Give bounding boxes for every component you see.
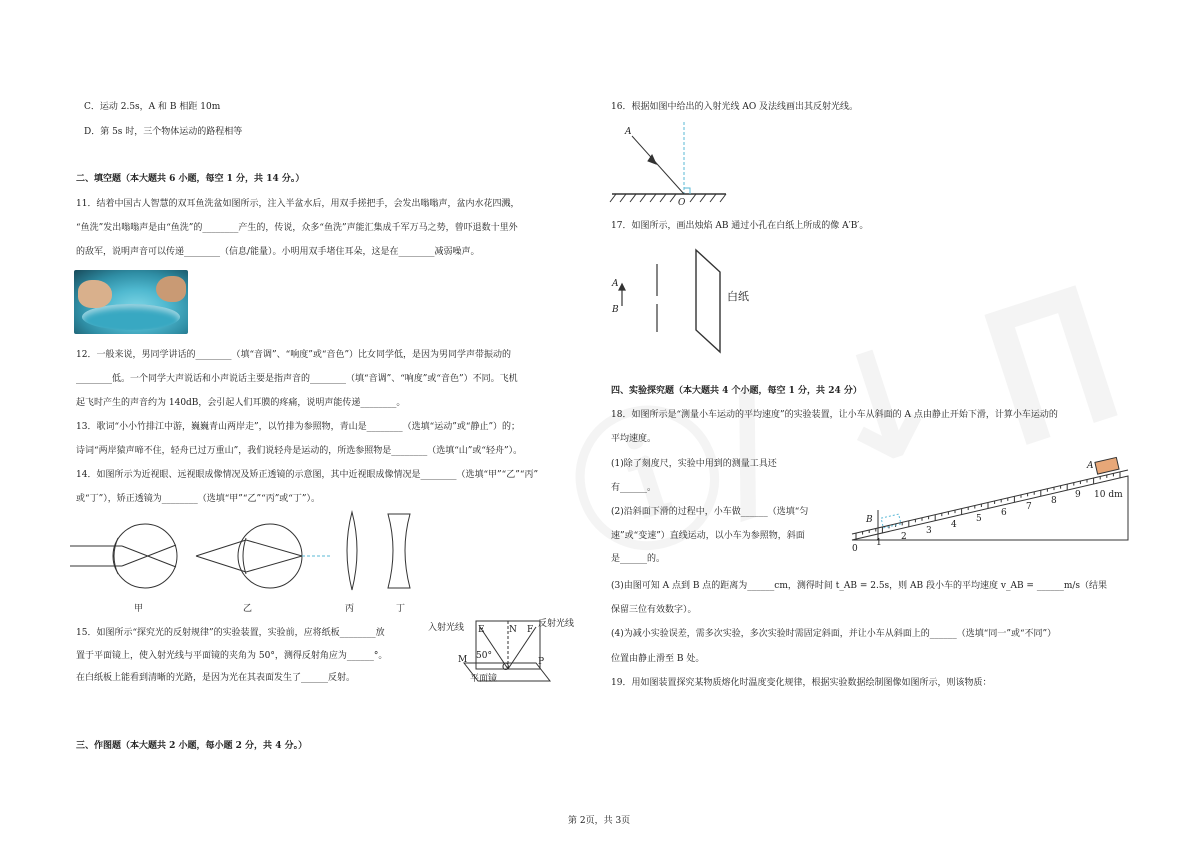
q18-part3-b: 保留三位有效数字）。 bbox=[611, 605, 697, 615]
q18-part2-c: 是______的。 bbox=[611, 554, 666, 564]
q11-line-3: 的敌军，说明声音可以传递________（信息/能量）。小明用双手堵住耳朵，这是在________减弱噪声。 bbox=[76, 247, 480, 257]
fig-label-yi: 乙 bbox=[243, 604, 253, 614]
q18-part1-a: (1)除了刻度尺，实验中用到的测量工具还 bbox=[611, 459, 777, 469]
q18-part2-b: 速”或“变速”）直线运动，以小车为参照物，斜面 bbox=[611, 531, 805, 541]
q17-label-b: B bbox=[612, 305, 619, 315]
q16-text: 16．根据如图中给出的入射光线 AO 及法线画出其反射光线。 bbox=[611, 102, 859, 112]
section-3-title: 三、作图题（本大题共 2 小题，每小题 2 分，共 4 分。） bbox=[76, 741, 308, 751]
q17-label-a: A bbox=[612, 279, 619, 289]
ramp-tick-2: 2 bbox=[901, 532, 907, 542]
inclined-plane-diagram bbox=[848, 460, 1138, 552]
ramp-label-a: A bbox=[1087, 461, 1094, 471]
reflected-ray-label: 反射光线 bbox=[538, 619, 575, 629]
q12-line-2: ________低。一个同学大声说话和小声说话主要是指声音的________（填“音调”、“响度”或“音色”）不同。飞机 bbox=[76, 374, 518, 384]
ramp-unit-label: 10 dm bbox=[1094, 490, 1123, 500]
q16-label-a: A bbox=[625, 127, 632, 137]
incident-ray-label: 入射光线 bbox=[428, 623, 465, 633]
label-n: N bbox=[509, 625, 517, 635]
fig-label-ding: 丁 bbox=[396, 604, 406, 614]
ramp-tick-4: 4 bbox=[951, 520, 957, 530]
q11-line-1: 11．结着中国古人智慧的双耳鱼洗盆如图所示，注入半盆水后，用双手搓把手，会发出嗡嗡声，盆内水花四溅， bbox=[76, 199, 520, 209]
section-2-title: 二、填空题（本大题共 6 小题，每空 1 分，共 14 分。） bbox=[76, 174, 305, 184]
label-m: M bbox=[458, 655, 468, 665]
q19-text: 19．用如图装置探究某物质熔化时温度变化规律，根据实验数据绘制图像如图所示，则该物质： bbox=[611, 678, 992, 688]
ramp-tick-7: 7 bbox=[1026, 502, 1032, 512]
ramp-tick-5: 5 bbox=[976, 514, 982, 524]
section-4-title: 四、实验探究题（本大题共 4 个小题，每空 1 分，共 24 分） bbox=[611, 386, 862, 396]
q15-line-1: 15．如图所示“探究光的反射规律”的实验装置，实验前，应将纸板________放 bbox=[76, 628, 385, 638]
ramp-tick-3: 3 bbox=[926, 526, 932, 536]
q11-line-2: “鱼洗”发出嗡嗡声是由“鱼洗”的________产生的，传说，众多“鱼洗”声能汇集成千军万马之势，曾吓退数十里外 bbox=[76, 223, 518, 233]
q12-line-3: 起飞时产生的声音约为 140dB，会引起人们耳膜的疼痛，说明声能传递________。 bbox=[76, 398, 406, 408]
option-c: C．运动 2.5s，A 和 B 相距 10m bbox=[84, 102, 221, 112]
q18-part2-a: (2)沿斜面下滑的过程中，小车做______（选填“匀 bbox=[611, 507, 809, 517]
label-f: F bbox=[527, 625, 534, 635]
q17-text: 17．如图所示，画出烛焰 AB 通过小孔在白纸上所成的像 A′B′。 bbox=[611, 221, 869, 231]
ramp-tick-0: 0 bbox=[852, 544, 858, 554]
ramp-tick-9: 9 bbox=[1075, 490, 1081, 500]
q15-line-3: 在白纸板上能看到清晰的光路，是因为光在其表面发生了______反射。 bbox=[76, 673, 356, 683]
option-d: D．第 5s 时，三个物体运动的路程相等 bbox=[84, 127, 243, 137]
q18-line-2: 平均速度。 bbox=[611, 434, 657, 444]
ramp-tick-6: 6 bbox=[1001, 508, 1007, 518]
q18-part1-b: 有______。 bbox=[611, 483, 657, 493]
label-p: P bbox=[538, 657, 545, 667]
q13-line-2: 诗词“两岸猿声啼不住，轻舟已过万重山”，我们说轻舟是运动的，所选参照物是________（选填“山”或“轻舟”）。 bbox=[76, 446, 523, 456]
eye-lens-diagrams bbox=[70, 520, 430, 600]
q14-line-1: 14．如图所示为近视眼、远视眼成像情况及矫正透镜的示意图，其中近视眼成像情况是________（选填“甲”“乙”“丙” bbox=[76, 470, 539, 480]
q18-part4-b: 位置由静止滑至 B 处。 bbox=[611, 654, 705, 664]
white-paper-label: 白纸 bbox=[727, 290, 749, 303]
fish-basin-photo bbox=[74, 270, 188, 334]
q18-line-1: 18．如图所示是“测量小车运动的平均速度”的实验装置，让小车从斜面的 A 点由静止开始下滑，计算小车运动的 bbox=[611, 410, 1058, 420]
q16-label-o: O bbox=[678, 198, 686, 208]
q13-line-1: 13．歌词“小小竹排江中游，巍巍青山两岸走”，以竹排为参照物，青山是________（选填“运动”或“静止”）的； bbox=[76, 422, 521, 432]
q18-part4-a: (4)为减小实验误差，需多次实验，多次实验时需固定斜面，并让小车从斜面上的______（选填“同一”或“不同”） bbox=[611, 629, 1057, 639]
page-footer: 第 2页，共 3页 bbox=[568, 816, 631, 826]
fig-label-jia: 甲 bbox=[134, 604, 144, 614]
fig-label-bing: 丙 bbox=[345, 604, 355, 614]
label-o: O bbox=[502, 663, 510, 673]
q14-line-2: 或“丁”），矫正透镜为________（选填“甲”“乙”“丙”或“丁”）。 bbox=[76, 494, 321, 504]
ramp-tick-1: 1 bbox=[876, 538, 882, 548]
angle-50-label: 50° bbox=[476, 651, 492, 661]
q15-line-2: 置于平面镜上，使入射光线与平面镜的夹角为 50°，测得反射角应为______°。 bbox=[76, 651, 388, 661]
q18-part3-a: (3)由图可知 A 点到 B 点的距离为______cm，测得时间 t_AB = 2.5s，则 AB 段小车的平均速度 v_AB = ______m/s（结果 bbox=[611, 581, 1108, 591]
q12-line-1: 12．一般来说，男同学讲话的________（填“音调”、“响度”或“音色”）比女同学低，是因为男同学声带振动的 bbox=[76, 350, 512, 360]
ramp-tick-8: 8 bbox=[1051, 496, 1057, 506]
ramp-label-b: B bbox=[866, 515, 873, 525]
label-e: E bbox=[478, 625, 485, 635]
mirror-label: 平面镜 bbox=[470, 674, 498, 684]
